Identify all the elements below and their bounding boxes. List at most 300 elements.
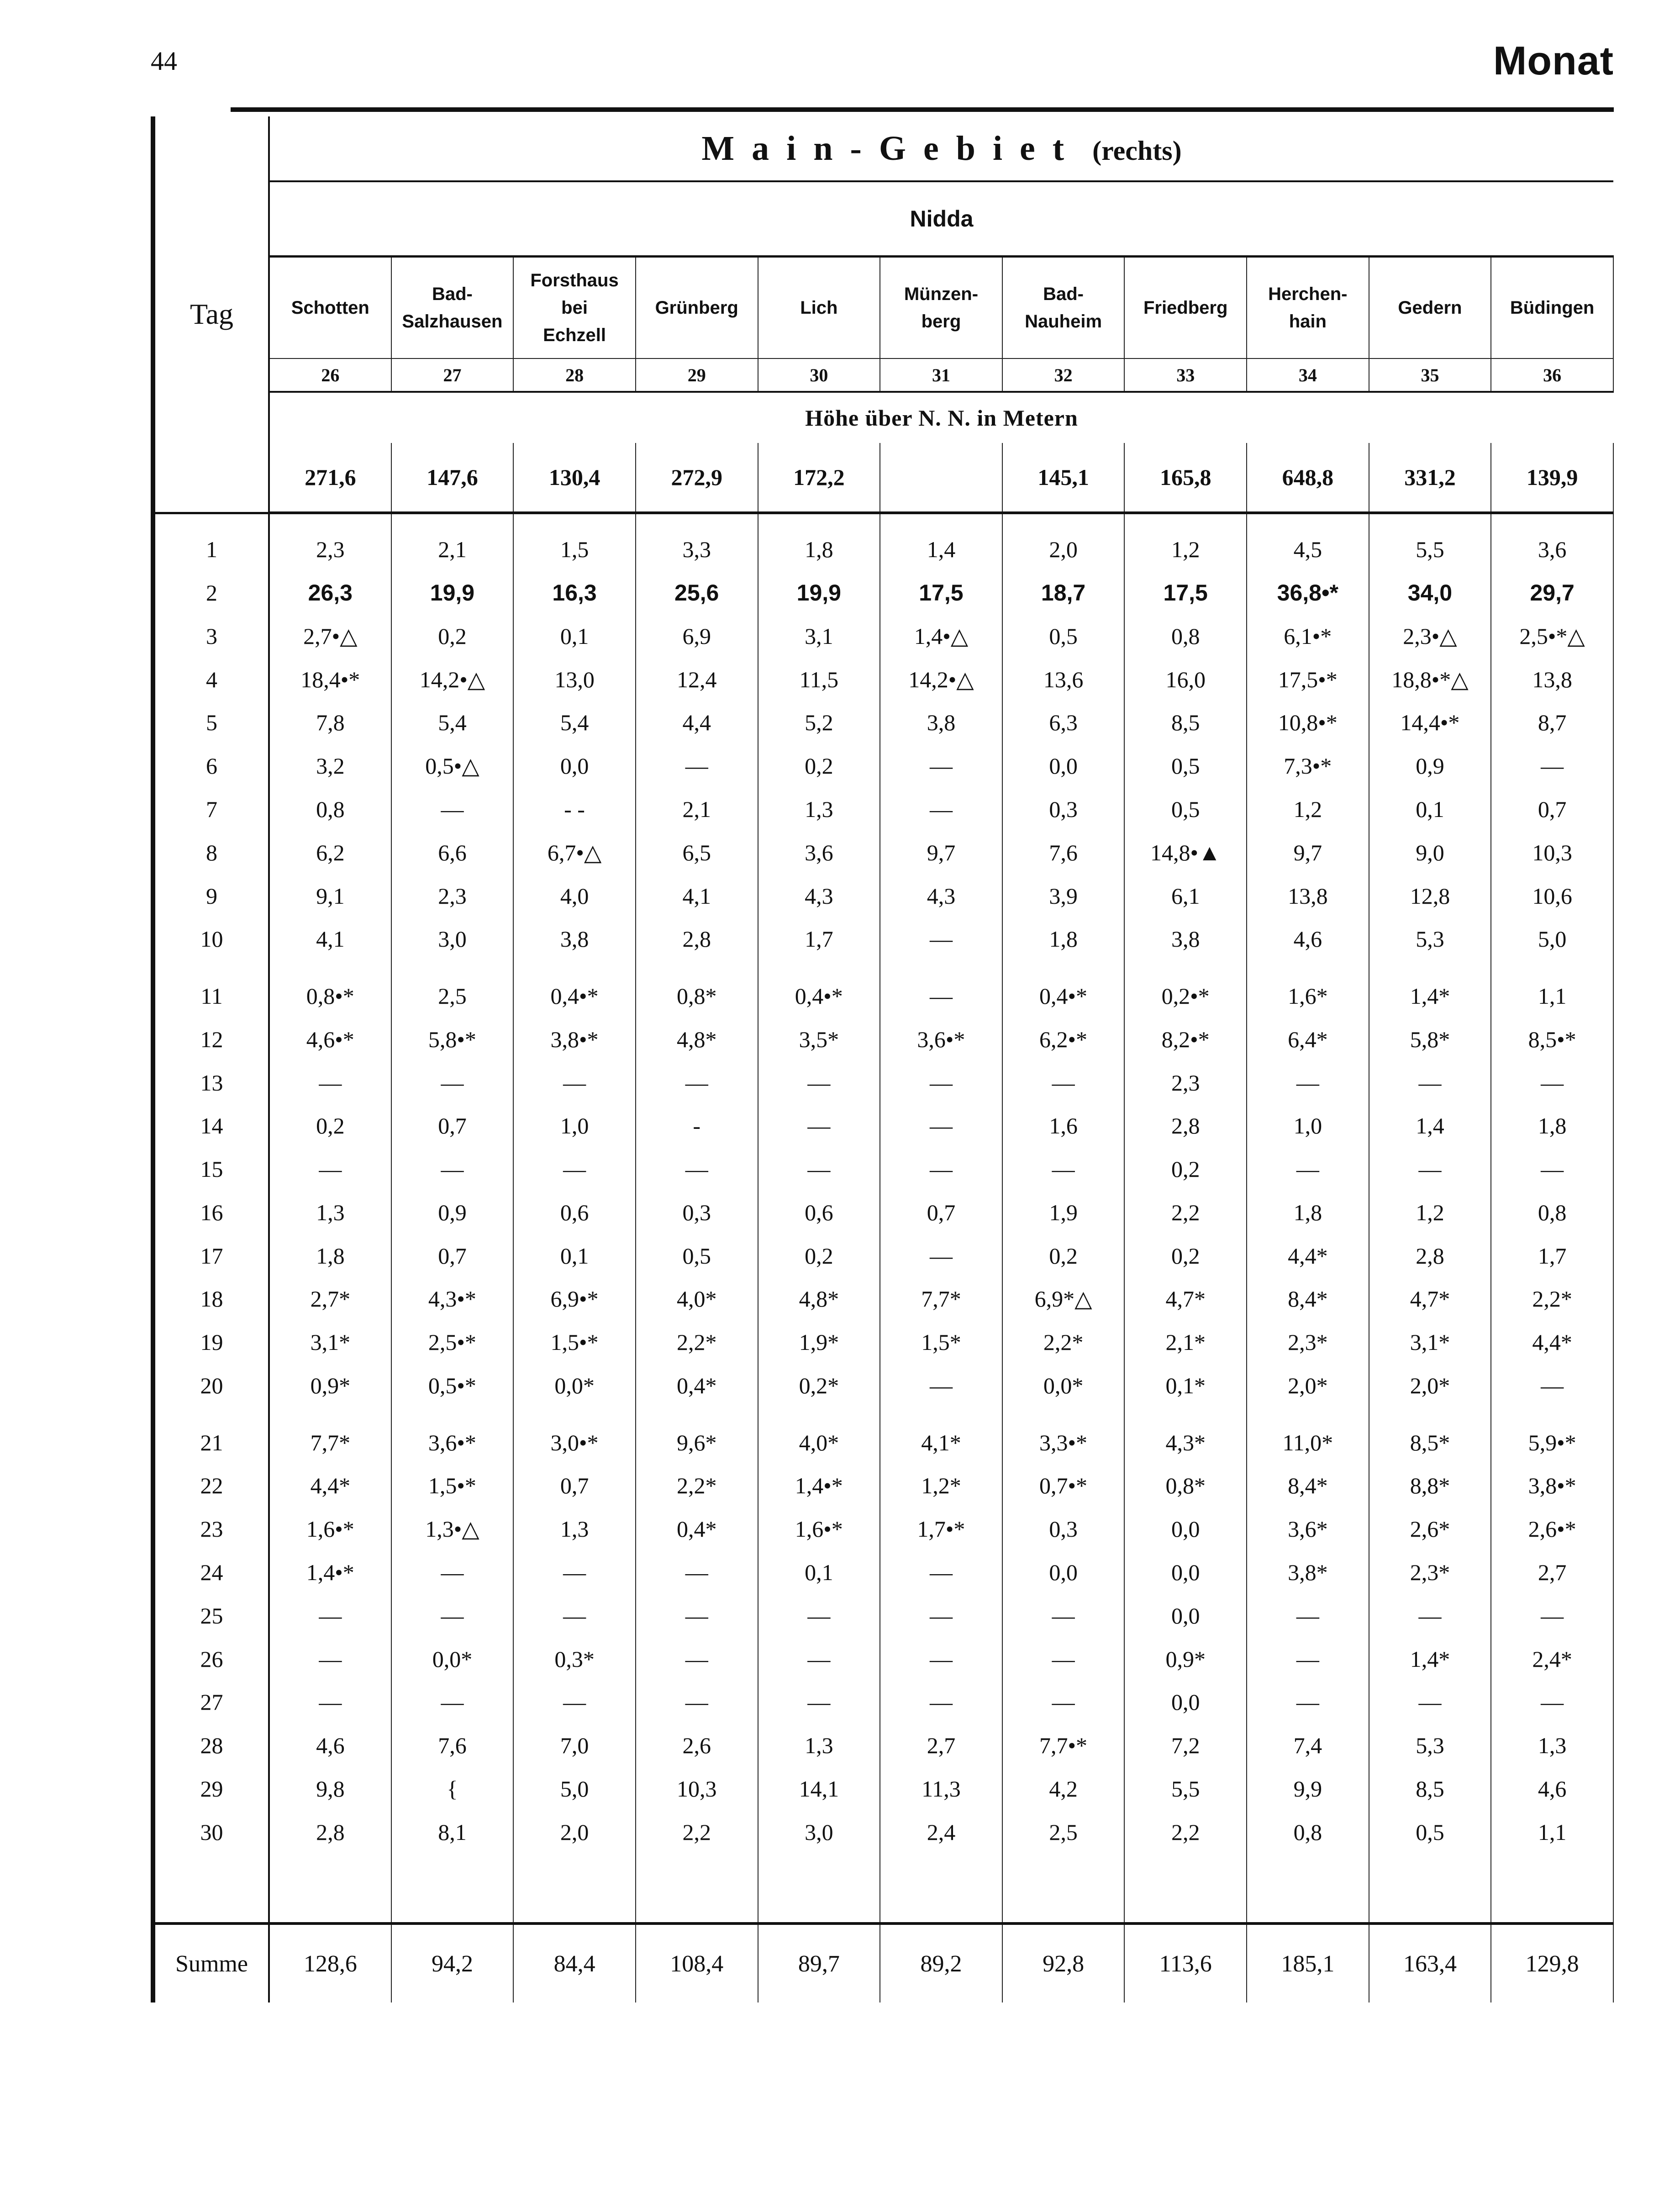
value-cell: 6,7•△ bbox=[513, 831, 636, 874]
value-cell: 5,4 bbox=[391, 701, 514, 744]
running-head: Monat bbox=[1493, 38, 1614, 83]
value-cell: 4,6 bbox=[1247, 917, 1369, 961]
value-cell: 0,8 bbox=[1491, 1191, 1613, 1234]
value-cell: — bbox=[758, 1104, 880, 1148]
value-cell: — bbox=[758, 1637, 880, 1681]
summe-value: 84,4 bbox=[513, 1923, 636, 2002]
spacer-cell bbox=[1491, 513, 1613, 528]
value-cell: 1,4•* bbox=[269, 1551, 391, 1594]
value-cell: 12,4 bbox=[636, 658, 758, 701]
value-cell: 3,5* bbox=[758, 1017, 880, 1061]
summe-label: Summe bbox=[153, 1923, 269, 2002]
region-note: (rechts) bbox=[1092, 135, 1182, 166]
value-cell: 16,0 bbox=[1124, 658, 1247, 701]
value-cell: 2,1 bbox=[636, 788, 758, 831]
value-cell: 2,1* bbox=[1124, 1321, 1247, 1364]
station-name: Friedberg bbox=[1124, 257, 1247, 359]
value-cell: 1,5•* bbox=[513, 1321, 636, 1364]
table-row bbox=[153, 1321, 1613, 1364]
day-label: 19 bbox=[153, 1321, 269, 1364]
station-number-row bbox=[153, 358, 1613, 392]
spacer-cell bbox=[636, 513, 758, 528]
value-cell: 4,0* bbox=[758, 1421, 880, 1464]
value-cell: 4,4 bbox=[636, 701, 758, 744]
spacer-cell bbox=[1124, 1854, 1247, 1923]
value-cell: 2,7•△ bbox=[269, 615, 391, 658]
value-cell: 1,3•△ bbox=[391, 1507, 514, 1551]
table-row bbox=[153, 1594, 1613, 1637]
value-cell: 5,3 bbox=[1369, 1724, 1491, 1767]
value-cell: 5,8* bbox=[1369, 1017, 1491, 1061]
value-cell: 0,8* bbox=[1124, 1464, 1247, 1507]
value-cell: 2,5•* bbox=[391, 1321, 514, 1364]
value-cell: 3,1* bbox=[269, 1321, 391, 1364]
value-cell: 1,7 bbox=[758, 917, 880, 961]
value-cell: 2,5 bbox=[1002, 1810, 1125, 1854]
value-cell: 0,2 bbox=[1124, 1234, 1247, 1277]
station-height: 331,2 bbox=[1369, 443, 1491, 513]
value-cell: 1,5* bbox=[880, 1321, 1002, 1364]
value-cell: 8,8* bbox=[1369, 1464, 1491, 1507]
value-cell: — bbox=[513, 1148, 636, 1191]
value-cell: 2,2* bbox=[636, 1321, 758, 1364]
value-cell: 0,0 bbox=[513, 744, 636, 788]
value-cell: — bbox=[636, 744, 758, 788]
summe-value: 185,1 bbox=[1247, 1923, 1369, 2002]
spacer-cell bbox=[391, 1407, 514, 1421]
value-cell: 7,4 bbox=[1247, 1724, 1369, 1767]
value-cell: 1,8 bbox=[269, 1234, 391, 1277]
spacer-cell bbox=[758, 1854, 880, 1923]
table-row bbox=[153, 744, 1613, 788]
value-cell: 0,5 bbox=[1002, 615, 1125, 658]
value-cell: 3,0 bbox=[391, 917, 514, 961]
value-cell: 0,7 bbox=[391, 1104, 514, 1148]
value-cell: 4,3•* bbox=[391, 1277, 514, 1321]
value-cell: 1,6 bbox=[1002, 1104, 1125, 1148]
value-cell: 1,9 bbox=[1002, 1191, 1125, 1234]
table-row bbox=[153, 874, 1613, 917]
value-cell: 5,5 bbox=[1124, 1767, 1247, 1810]
value-cell: 0,7•* bbox=[1002, 1464, 1125, 1507]
value-cell: 13,8 bbox=[1491, 658, 1613, 701]
value-cell: 8,5•* bbox=[1491, 1017, 1613, 1061]
value-cell: 9,0 bbox=[1369, 831, 1491, 874]
value-cell: 0,4•* bbox=[513, 975, 636, 1018]
value-cell: 0,9 bbox=[391, 1191, 514, 1234]
value-cell: 0,2 bbox=[1002, 1234, 1125, 1277]
value-cell: — bbox=[636, 1594, 758, 1637]
value-cell: 3,8* bbox=[1247, 1551, 1369, 1594]
value-cell: 4,1* bbox=[880, 1421, 1002, 1464]
day-label: 25 bbox=[153, 1594, 269, 1637]
value-cell: 2,4* bbox=[1491, 1637, 1613, 1681]
value-cell: — bbox=[1491, 1061, 1613, 1104]
value-cell: 2,8 bbox=[1369, 1234, 1491, 1277]
table-row bbox=[153, 917, 1613, 961]
value-cell: — bbox=[513, 1551, 636, 1594]
spacer-cell bbox=[1247, 1407, 1369, 1421]
value-cell: 19,9 bbox=[391, 571, 514, 615]
value-cell: 1,1 bbox=[1491, 975, 1613, 1018]
value-cell: 3,2 bbox=[269, 744, 391, 788]
spacer-cell bbox=[513, 513, 636, 528]
value-cell: 17,5•* bbox=[1247, 658, 1369, 701]
value-cell: — bbox=[1491, 1681, 1613, 1724]
station-height: 130,4 bbox=[513, 443, 636, 513]
table-row bbox=[153, 658, 1613, 701]
value-cell: — bbox=[1247, 1594, 1369, 1637]
value-cell: 6,3 bbox=[1002, 701, 1125, 744]
value-cell: 5,8•* bbox=[391, 1017, 514, 1061]
value-cell: 6,9•* bbox=[513, 1277, 636, 1321]
value-cell: 2,6* bbox=[1369, 1507, 1491, 1551]
table-row bbox=[153, 1234, 1613, 1277]
value-cell: — bbox=[513, 1594, 636, 1637]
station-number: 27 bbox=[391, 358, 514, 392]
value-cell: 1,3 bbox=[758, 788, 880, 831]
value-cell: 0,2* bbox=[758, 1364, 880, 1407]
station-height: 271,6 bbox=[269, 443, 391, 513]
day-label: 13 bbox=[153, 1061, 269, 1104]
value-cell: — bbox=[1369, 1594, 1491, 1637]
value-cell: — bbox=[1491, 744, 1613, 788]
table-row bbox=[153, 1421, 1613, 1464]
value-cell: 13,6 bbox=[1002, 658, 1125, 701]
value-cell: 3,8 bbox=[513, 917, 636, 961]
value-cell: 2,3* bbox=[1247, 1321, 1369, 1364]
value-cell: — bbox=[880, 1061, 1002, 1104]
river-header: Nidda bbox=[269, 181, 1613, 257]
value-cell: — bbox=[880, 1681, 1002, 1724]
day-label: 23 bbox=[153, 1507, 269, 1551]
value-cell: 9,6* bbox=[636, 1421, 758, 1464]
value-cell: — bbox=[391, 1551, 514, 1594]
value-cell: 10,3 bbox=[636, 1767, 758, 1810]
value-cell: 2,2 bbox=[1124, 1810, 1247, 1854]
value-cell: 11,3 bbox=[880, 1767, 1002, 1810]
value-cell: 4,4* bbox=[1491, 1321, 1613, 1364]
spacer-cell bbox=[880, 961, 1002, 975]
value-cell: — bbox=[391, 1594, 514, 1637]
value-cell: 1,6•* bbox=[758, 1507, 880, 1551]
day-label: 21 bbox=[153, 1421, 269, 1464]
value-cell: — bbox=[1002, 1681, 1125, 1724]
value-cell: 1,8 bbox=[1491, 1104, 1613, 1148]
value-cell: 0,1 bbox=[513, 1234, 636, 1277]
value-cell: 0,7 bbox=[880, 1191, 1002, 1234]
spacer-cell bbox=[391, 513, 514, 528]
spacer-cell bbox=[513, 1407, 636, 1421]
table-row bbox=[153, 1767, 1613, 1810]
value-cell: 2,8 bbox=[636, 917, 758, 961]
day-label: 8 bbox=[153, 831, 269, 874]
value-cell: 2,2* bbox=[1002, 1321, 1125, 1364]
value-cell: 5,0 bbox=[513, 1767, 636, 1810]
value-cell: 8,5* bbox=[1369, 1421, 1491, 1464]
table-body bbox=[153, 513, 1613, 2002]
tag-header: Tag bbox=[153, 116, 269, 513]
station-height: 172,2 bbox=[758, 443, 880, 513]
value-cell: 4,6 bbox=[1491, 1767, 1613, 1810]
value-cell: 0,3 bbox=[636, 1191, 758, 1234]
value-cell: 13,8 bbox=[1247, 874, 1369, 917]
value-cell: 9,1 bbox=[269, 874, 391, 917]
value-cell: 0,2 bbox=[758, 744, 880, 788]
spacer-cell bbox=[1002, 1407, 1125, 1421]
spacer-cell bbox=[1369, 1407, 1491, 1421]
value-cell: 5,9•* bbox=[1491, 1421, 1613, 1464]
value-cell: 0,6 bbox=[758, 1191, 880, 1234]
value-cell: 4,3* bbox=[1124, 1421, 1247, 1464]
table-row bbox=[153, 1277, 1613, 1321]
value-cell: 0,4* bbox=[636, 1507, 758, 1551]
value-cell: 3,8 bbox=[1124, 917, 1247, 961]
value-cell: 2,5 bbox=[391, 975, 514, 1018]
value-cell: — bbox=[391, 788, 514, 831]
value-cell: 0,1 bbox=[1369, 788, 1491, 831]
value-cell: 9,7 bbox=[1247, 831, 1369, 874]
spacer-cell bbox=[1369, 1854, 1491, 1923]
value-cell: 0,5 bbox=[1369, 1810, 1491, 1854]
value-cell: 8,1 bbox=[391, 1810, 514, 1854]
value-cell: 2,3 bbox=[391, 874, 514, 917]
precipitation-table bbox=[151, 116, 1614, 2002]
value-cell: 1,4•* bbox=[758, 1464, 880, 1507]
value-cell: — bbox=[269, 1637, 391, 1681]
value-cell: 2,2* bbox=[636, 1464, 758, 1507]
value-cell: 0,5•* bbox=[391, 1364, 514, 1407]
value-cell: 2,5•*△ bbox=[1491, 615, 1613, 658]
station-number: 34 bbox=[1247, 358, 1369, 392]
summe-value: 108,4 bbox=[636, 1923, 758, 2002]
value-cell: 0,4* bbox=[636, 1364, 758, 1407]
value-cell: 0,0* bbox=[1002, 1364, 1125, 1407]
value-cell: — bbox=[1369, 1061, 1491, 1104]
table-row bbox=[153, 528, 1613, 571]
spacer-cell bbox=[1491, 1407, 1613, 1421]
station-name: Bad- Nauheim bbox=[1002, 257, 1125, 359]
value-cell: 9,9 bbox=[1247, 1767, 1369, 1810]
value-cell: 2,4 bbox=[880, 1810, 1002, 1854]
value-cell: 2,0 bbox=[1002, 528, 1125, 571]
day-label: 3 bbox=[153, 615, 269, 658]
value-cell: 3,6 bbox=[758, 831, 880, 874]
value-cell: 7,7* bbox=[269, 1421, 391, 1464]
value-cell: — bbox=[880, 917, 1002, 961]
value-cell: 7,2 bbox=[1124, 1724, 1247, 1767]
station-number: 28 bbox=[513, 358, 636, 392]
value-cell: 11,0* bbox=[1247, 1421, 1369, 1464]
day-label: 20 bbox=[153, 1364, 269, 1407]
value-cell: 14,1 bbox=[758, 1767, 880, 1810]
spacer-cell bbox=[1002, 961, 1125, 975]
value-cell: 1,6* bbox=[1247, 975, 1369, 1018]
value-cell: 2,3 bbox=[1124, 1061, 1247, 1104]
value-cell: 8,7 bbox=[1491, 701, 1613, 744]
value-cell: 2,6•* bbox=[1491, 1507, 1613, 1551]
station-number: 30 bbox=[758, 358, 880, 392]
value-cell: 0,8* bbox=[636, 975, 758, 1018]
value-cell: 19,9 bbox=[758, 571, 880, 615]
value-cell: 2,2* bbox=[1491, 1277, 1613, 1321]
value-cell: 0,9* bbox=[269, 1364, 391, 1407]
spacer-cell bbox=[880, 1407, 1002, 1421]
table-row bbox=[153, 1637, 1613, 1681]
value-cell: 0,8 bbox=[269, 788, 391, 831]
value-cell: 2,8 bbox=[269, 1810, 391, 1854]
value-cell: 0,2•* bbox=[1124, 975, 1247, 1018]
spacer-row bbox=[153, 513, 1613, 528]
station-height: 272,9 bbox=[636, 443, 758, 513]
station-name: Forsthaus bei Echzell bbox=[513, 257, 636, 359]
station-number: 29 bbox=[636, 358, 758, 392]
value-cell: 12,8 bbox=[1369, 874, 1491, 917]
value-cell: 0,0 bbox=[1124, 1507, 1247, 1551]
value-cell: — bbox=[636, 1551, 758, 1594]
spacer-cell bbox=[1491, 961, 1613, 975]
value-cell: — bbox=[758, 1681, 880, 1724]
station-height: 145,1 bbox=[1002, 443, 1125, 513]
station-height: 648,8 bbox=[1247, 443, 1369, 513]
value-cell: — bbox=[636, 1681, 758, 1724]
value-cell: — bbox=[1247, 1148, 1369, 1191]
value-cell: — bbox=[391, 1061, 514, 1104]
table-row bbox=[153, 1061, 1613, 1104]
value-cell: 4,8* bbox=[636, 1017, 758, 1061]
value-cell: — bbox=[269, 1148, 391, 1191]
summe-value: 94,2 bbox=[391, 1923, 514, 2002]
value-cell: 6,1 bbox=[1124, 874, 1247, 917]
table-row bbox=[153, 1364, 1613, 1407]
value-cell: 1,3 bbox=[513, 1507, 636, 1551]
value-cell: 2,8 bbox=[1124, 1104, 1247, 1148]
station-height: 139,9 bbox=[1491, 443, 1613, 513]
value-cell: — bbox=[880, 1551, 1002, 1594]
value-cell: 0,0 bbox=[1002, 744, 1125, 788]
day-label: 10 bbox=[153, 917, 269, 961]
table-row bbox=[153, 1104, 1613, 1148]
value-cell: — bbox=[1369, 1681, 1491, 1724]
value-cell: 1,0 bbox=[1247, 1104, 1369, 1148]
value-cell: — bbox=[1247, 1061, 1369, 1104]
value-cell: — bbox=[758, 1061, 880, 1104]
spacer-cell bbox=[269, 1407, 391, 1421]
spacer-cell bbox=[391, 961, 514, 975]
value-cell: 4,4* bbox=[1247, 1234, 1369, 1277]
value-cell: 4,6•* bbox=[269, 1017, 391, 1061]
value-cell: — bbox=[1491, 1148, 1613, 1191]
value-cell: 6,1•* bbox=[1247, 615, 1369, 658]
value-cell: 0,5 bbox=[636, 1234, 758, 1277]
value-cell: — bbox=[513, 1061, 636, 1104]
value-cell: 0,2 bbox=[269, 1104, 391, 1148]
value-cell: 4,7* bbox=[1369, 1277, 1491, 1321]
value-cell: — bbox=[269, 1061, 391, 1104]
value-cell: - - bbox=[513, 788, 636, 831]
value-cell: 3,6•* bbox=[391, 1421, 514, 1464]
value-cell: 17,5 bbox=[880, 571, 1002, 615]
value-cell: — bbox=[1002, 1061, 1125, 1104]
value-cell: 3,8•* bbox=[513, 1017, 636, 1061]
spacer-cell bbox=[1247, 513, 1369, 528]
station-height: 165,8 bbox=[1124, 443, 1247, 513]
value-cell: — bbox=[391, 1148, 514, 1191]
value-cell: — bbox=[880, 1364, 1002, 1407]
value-cell: 4,5 bbox=[1247, 528, 1369, 571]
summe-value: 163,4 bbox=[1369, 1923, 1491, 2002]
value-cell: 0,4•* bbox=[1002, 975, 1125, 1018]
day-label: 15 bbox=[153, 1148, 269, 1191]
value-cell: 1,5 bbox=[513, 528, 636, 571]
value-cell: 7,3•* bbox=[1247, 744, 1369, 788]
value-cell: 2,7* bbox=[269, 1277, 391, 1321]
value-cell: 2,3•△ bbox=[1369, 615, 1491, 658]
value-cell: { bbox=[391, 1767, 514, 1810]
value-cell: — bbox=[636, 1148, 758, 1191]
value-cell: 2,2 bbox=[1124, 1191, 1247, 1234]
value-cell: 1,4* bbox=[1369, 975, 1491, 1018]
value-cell: 0,3 bbox=[1002, 1507, 1125, 1551]
value-cell: 0,2 bbox=[758, 1234, 880, 1277]
value-cell: 3,6•* bbox=[880, 1017, 1002, 1061]
table-row bbox=[153, 1551, 1613, 1594]
value-cell: 1,4 bbox=[1369, 1104, 1491, 1148]
value-cell: 0,0 bbox=[1124, 1681, 1247, 1724]
value-cell: 8,4* bbox=[1247, 1464, 1369, 1507]
day-label: 14 bbox=[153, 1104, 269, 1148]
value-cell: 0,7 bbox=[513, 1464, 636, 1507]
spacer-cell bbox=[153, 1407, 269, 1421]
value-cell: 0,0* bbox=[513, 1364, 636, 1407]
value-cell: 3,1 bbox=[758, 615, 880, 658]
value-cell: — bbox=[636, 1637, 758, 1681]
value-cell: — bbox=[1491, 1594, 1613, 1637]
value-cell: 0,1 bbox=[758, 1551, 880, 1594]
value-cell: — bbox=[880, 1234, 1002, 1277]
day-label: 29 bbox=[153, 1767, 269, 1810]
value-cell: 3,0 bbox=[758, 1810, 880, 1854]
value-cell: 1,3 bbox=[269, 1191, 391, 1234]
value-cell: 1,3 bbox=[758, 1724, 880, 1767]
summe-value: 129,8 bbox=[1491, 1923, 1613, 2002]
value-cell: 3,3 bbox=[636, 528, 758, 571]
region-header bbox=[269, 116, 1613, 181]
value-cell: 0,9 bbox=[1369, 744, 1491, 788]
value-cell: — bbox=[758, 1148, 880, 1191]
value-cell: 7,7•* bbox=[1002, 1724, 1125, 1767]
spacer-cell bbox=[153, 961, 269, 975]
value-cell: 3,0•* bbox=[513, 1421, 636, 1464]
spacer-cell bbox=[391, 1854, 514, 1923]
day-label: 2 bbox=[153, 571, 269, 615]
value-cell: 1,2 bbox=[1369, 1191, 1491, 1234]
value-cell: 6,9*△ bbox=[1002, 1277, 1125, 1321]
value-cell: — bbox=[513, 1681, 636, 1724]
spacer-cell bbox=[636, 961, 758, 975]
table-row bbox=[153, 975, 1613, 1018]
value-cell: 29,7 bbox=[1491, 571, 1613, 615]
value-cell: 6,4* bbox=[1247, 1017, 1369, 1061]
table-head bbox=[153, 116, 1613, 513]
value-cell: 8,2•* bbox=[1124, 1017, 1247, 1061]
value-cell: 0,8 bbox=[1124, 615, 1247, 658]
day-label: 30 bbox=[153, 1810, 269, 1854]
station-number: 36 bbox=[1491, 358, 1613, 392]
value-cell: 4,3 bbox=[880, 874, 1002, 917]
value-cell: 2,0* bbox=[1369, 1364, 1491, 1407]
value-cell: 11,5 bbox=[758, 658, 880, 701]
